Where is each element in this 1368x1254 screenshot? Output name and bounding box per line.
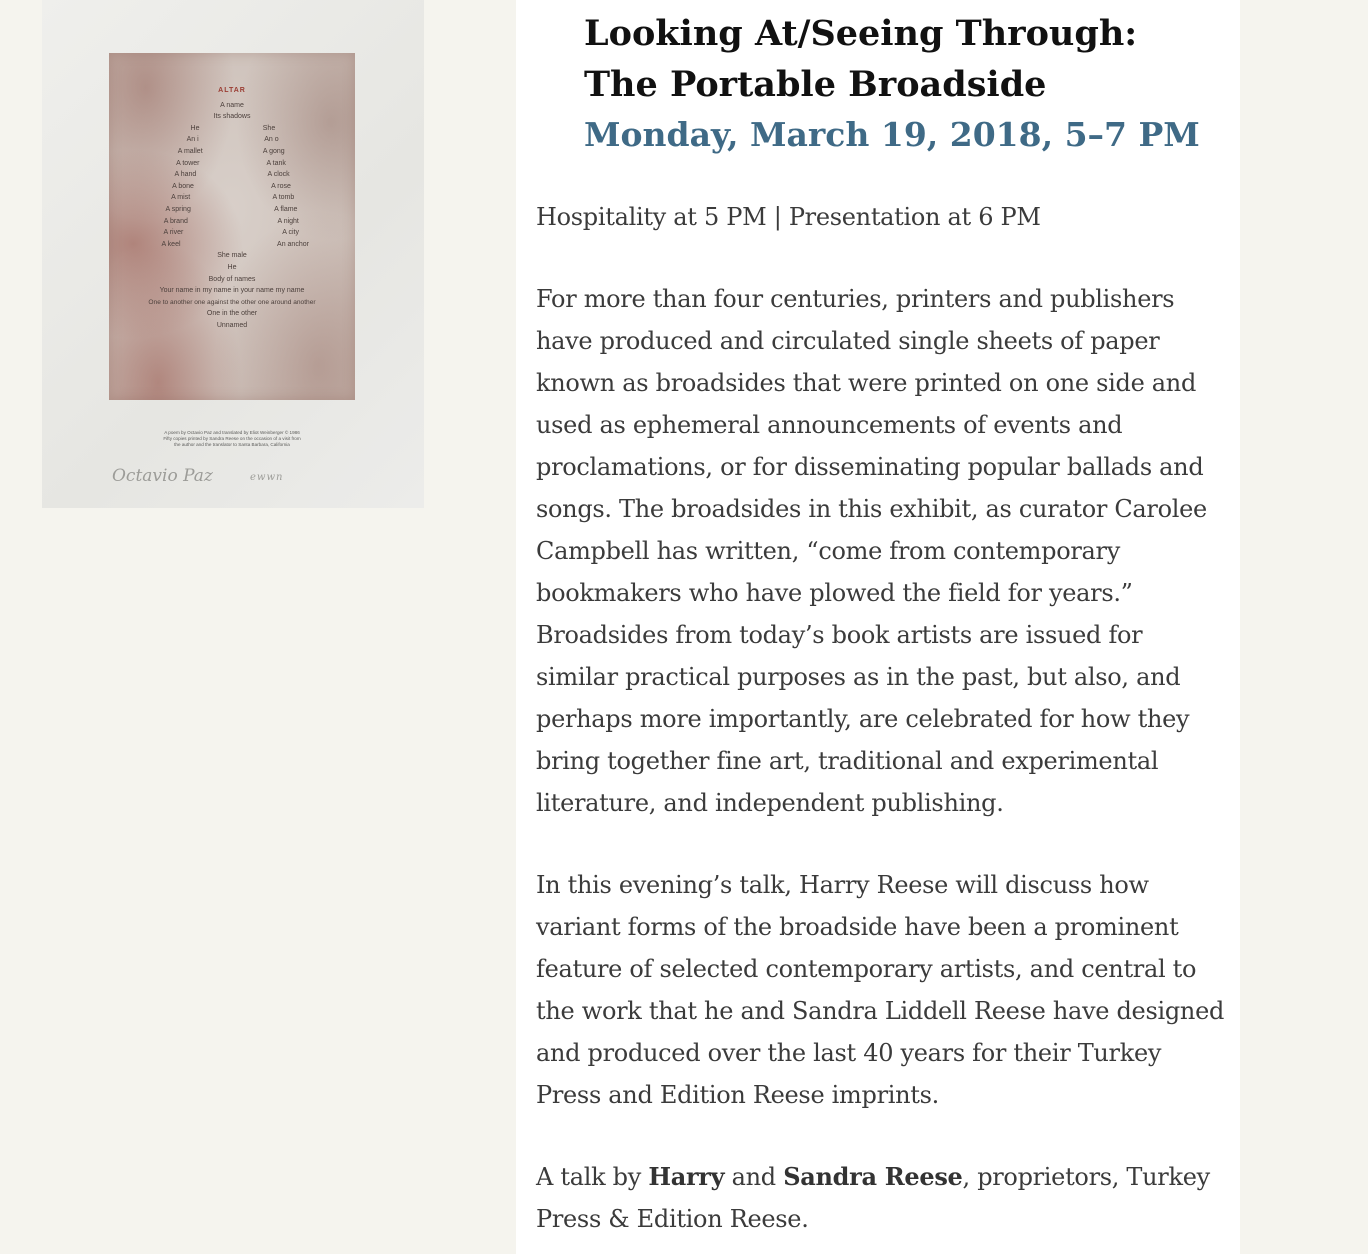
- poem-pair: [109, 146, 355, 158]
- poem-pair: [109, 134, 355, 146]
- speaker-name: Harry: [648, 1162, 725, 1191]
- event-schedule: Hospitality at 5 PM | Presentation at 6 PM: [536, 203, 1041, 231]
- speaker-name: Sandra Reese: [783, 1162, 963, 1191]
- poem-pair: [109, 216, 355, 228]
- poem-pair-left: A mist: [171, 194, 191, 202]
- colophon-line: Fifty copies printed by Sandra Reese on the occasion of a visit from: [163, 436, 301, 441]
- speakers-prefix: A talk by: [536, 1163, 649, 1191]
- poem-pair: [109, 192, 355, 204]
- speakers-suffix: , proprietors, Turkey Press & Edition Reese.: [536, 1163, 1210, 1233]
- event-date: Monday, March 19, 2018, 5–7 PM: [584, 115, 1200, 154]
- poem-pair: [109, 204, 355, 216]
- poem-pair: [109, 158, 355, 170]
- poem-pair: [109, 169, 355, 181]
- poem-pair-left: He: [190, 124, 200, 132]
- poem-pair-right: A gong: [262, 147, 285, 155]
- event-content: [516, 0, 1240, 1254]
- poem-pair-right: A flame: [274, 205, 298, 213]
- poem-pair: [109, 123, 355, 135]
- broadside-print: [109, 53, 355, 400]
- poem-pair-left: A river: [163, 229, 184, 237]
- poem-pair-left: A spring: [165, 205, 191, 213]
- poem-pair-right: An anchor: [277, 240, 309, 248]
- poem-pair: [109, 239, 355, 251]
- poem-pair-left: A hand: [174, 171, 197, 179]
- poem-line: Body of names: [208, 275, 256, 283]
- poem-pair-left: A brand: [163, 217, 188, 225]
- speakers-conjunction: and: [724, 1163, 784, 1191]
- poem-pair-right: She: [262, 124, 276, 132]
- poem-pair-right: A city: [282, 229, 299, 237]
- poem-pair-left: A mallet: [177, 147, 203, 155]
- poem-line: She male: [217, 252, 247, 260]
- poem-line: He: [227, 263, 237, 271]
- poem-title: ALTAR: [218, 87, 246, 94]
- poem-pair-right: A tank: [266, 159, 286, 167]
- poem-pair-right: A rose: [271, 182, 291, 190]
- author-signature: Octavio Paz: [112, 466, 213, 486]
- description-paragraph: For more than four centuries, printers and publishers have produced and circulated single sheets of paper known as broadsides that were printed on one side and used as ephemeral announcements of events and proclamations, or for disseminating popular ballads and songs. The broadsides in this exhibit, as curator Carolee Campbell has written, “come from contemporary bookmakers who have plowed the field for years.” Broadsides from today’s book artists are issued for similar practical purposes as in the past, but also, and perhaps more importantly, are celebrated for how they bring together fine art, traditional and experimental literature, and independent publishing.: [536, 285, 1207, 817]
- poem-line: Unnamed: [216, 321, 248, 329]
- colophon-line: the author and the translator to Santa Barbara, California: [174, 442, 290, 447]
- poem-line: One in the other: [206, 310, 258, 318]
- poem-pair-right: A clock: [267, 171, 290, 179]
- colophon-line: A poem by Octavio Paz and translated by Eliot Weinberger © 1986: [164, 430, 300, 435]
- poem-pair-left: A bone: [172, 182, 194, 190]
- speakers-paragraph: [536, 1156, 1226, 1240]
- poem-line: Its shadows: [213, 113, 251, 121]
- poem-pairs: [109, 123, 355, 251]
- broadside-colophon: [109, 430, 355, 448]
- poem-line: One to another one against the other one around another: [148, 298, 316, 306]
- poem-pair-right: An o: [264, 136, 279, 144]
- poem-pair-left: An i: [186, 136, 199, 144]
- poem-pair: [109, 227, 355, 239]
- broadside-poem: [109, 85, 355, 331]
- poem-pair-right: A night: [277, 217, 299, 225]
- event-title: Looking At/Seeing Through: The Portable Broadside: [584, 13, 1138, 105]
- poem-line: A name: [220, 101, 244, 109]
- poem-pair-left: A keel: [161, 240, 181, 248]
- poem-line: Your name in my name in your name my name: [159, 287, 305, 295]
- poem-pair: [109, 181, 355, 193]
- broadside-image: [42, 0, 424, 508]
- poem-pair-left: A tower: [176, 159, 200, 167]
- translator-signature: ewwn: [250, 472, 284, 483]
- talk-paragraph: In this evening’s talk, Harry Reese will discuss how variant forms of the broadside have been a prominent feature of selected contemporary artists, and central to the work that he and Sandra Liddell Reese have designed and produced over the last 40 years for their Turkey Press and Edition Reese imprints.: [536, 871, 1225, 1109]
- poem-pair-right: A tomb: [272, 194, 295, 202]
